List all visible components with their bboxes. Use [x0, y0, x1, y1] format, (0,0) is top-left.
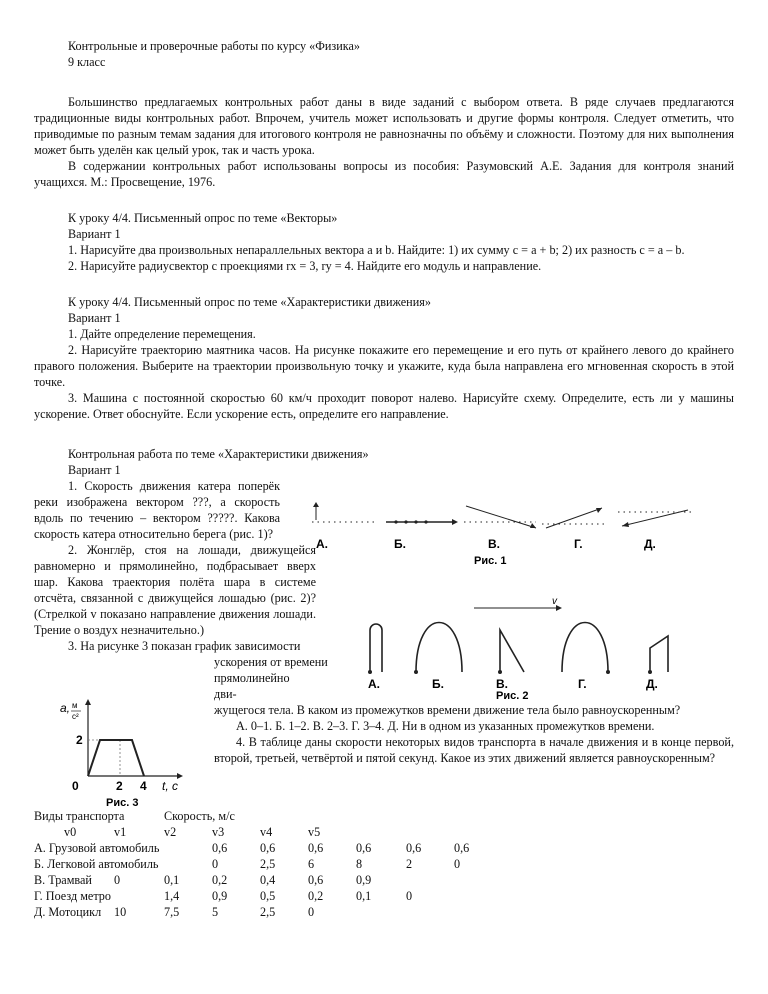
table-cell: 0	[114, 873, 121, 887]
section3-question-4: 4. В таблице даны скорости некоторых видов транспорта в начале движения и в конце первой, второй, третьей, четвёртой и пятой секунд. Какое из этих движений является равноускоренным?	[214, 735, 734, 765]
table-cell: 0,6	[212, 841, 228, 855]
fig1-option-e	[618, 510, 692, 527]
subheader-v2: v2	[164, 825, 177, 839]
table-cell: 5	[212, 905, 219, 919]
subheader-v0: v0	[64, 825, 77, 839]
table-cell: 0,1	[356, 889, 372, 903]
section1-variant: Вариант 1	[68, 227, 121, 241]
row-name: В. Трамвай	[34, 873, 92, 887]
table-cell: 0,1	[164, 873, 180, 887]
doc-grade: 9 класс	[68, 55, 106, 69]
fig2-option-d	[562, 623, 608, 673]
table-cell: 0,9	[212, 889, 228, 903]
section1-question-2: 2. Нарисуйте радиусвектор с проекциями rх = 3, rу = 4. Найдите его модуль и направление.	[68, 259, 542, 273]
intro-paragraph-1: Большинство предлагаемых контрольных работ даны в виде заданий с выбором ответа. В ряде случаев предлагаются традиционные виды контрольных работ. Впрочем, учитель может использовать и другие формы контроля. Следует отметить, что приводимые по разным темам задания для итогового контроля не равнозначны по объёму и сложности. Поэтому для них выполнения может быть уделён как целый урок, так и часть урока.	[34, 95, 734, 157]
fig3-xtick-2: 2	[116, 779, 123, 793]
table-header-type: Виды транспорта	[34, 809, 125, 823]
fig3-xlabel: t, с	[162, 779, 179, 793]
section1-question-1: 1. Нарисуйте два произвольных непараллельных вектора а и b. Найдите: 1) их сумму с = а + b; 2) их разность с = а – b.	[68, 243, 685, 257]
fig3-graph-line	[88, 740, 144, 776]
fig2-option-a	[370, 624, 382, 672]
table-cell: 2	[406, 857, 413, 871]
fig2-v-label: v	[552, 596, 557, 607]
intro-paragraph-2: В содержании контрольных работ использованы вопросы из пособия: Разумовский А.Е. Задания для контроля знаний учащихся. М.: Просвещение, 1976.	[34, 159, 734, 189]
fig3-xtick-4: 4	[140, 779, 147, 793]
section3-variant: Вариант 1	[68, 463, 121, 477]
fig1-label-b: Б.	[394, 537, 406, 551]
table-cell: 1,4	[164, 889, 180, 903]
row-name: Д. Мотоцикл	[34, 905, 102, 919]
subheader-v3: v3	[212, 825, 225, 839]
fig1-label-a: А.	[316, 537, 328, 551]
section2-question-3: 3. Машина с постоянной скоростью 60 км/ч проходит поворот налево. Нарисуйте схему. Определите, есть ли у машины ускорение. Ответ обоснуйте. Если ускорение есть, определите его направление.	[34, 391, 734, 421]
table-cell: 0,6	[406, 841, 422, 855]
fig3-caption: Рис. 3	[106, 797, 139, 808]
fig2-label-e: Д.	[646, 677, 658, 691]
table-cell: 0,6	[454, 841, 470, 855]
section3-title: Контрольная работа по теме «Характеристики движения»	[68, 447, 369, 461]
section2-title: К уроку 4/4. Письменный опрос по теме «Характеристики движения»	[68, 295, 431, 309]
fig1-label-e: Д.	[644, 537, 656, 551]
table-cell: 0,2	[308, 889, 324, 903]
fig3-ytick: 2	[76, 733, 83, 747]
fig1-option-a	[312, 502, 378, 522]
section2-question-2: 2. Нарисуйте траекторию маятника часов. На рисунке покажите его перемещение и его путь от крайнего левого до крайнего правого положения. Выберите на траектории произвольную точку и укажите, куда была направлена его мгновенная скорость в этой точке.	[34, 343, 734, 389]
section1-title: К уроку 4/4. Письменный опрос по теме «Векторы»	[68, 211, 338, 225]
table-cell: 10	[114, 905, 127, 919]
table-cell: 0,5	[260, 889, 276, 903]
table-cell: 0,6	[356, 841, 372, 855]
fig1-label-d: Г.	[574, 537, 583, 551]
fig3-yunit-bottom: с²	[72, 712, 79, 721]
fig1-option-b	[386, 519, 458, 525]
table-cell: 8	[356, 857, 363, 871]
table-cell: 0,6	[308, 841, 324, 855]
section3-question-2: 2. Жонглёр, стоя на лошади, движущейся равномерно и прямолинейно, подбрасывает вверх шар. Какова траектория полёта шара в системе отсчёта, связанной с движущейся лошадью (рис. 2)? (Стрелкой v показано направление движения лошади. Трение о воздух незначительно.)	[34, 543, 316, 637]
table-header-speed: Скорость, м/с	[164, 809, 235, 823]
table-cell: 0	[406, 889, 413, 903]
section3-question-3-line4: жущегося тела. В каком из промежутков времени движение тела было равноускоренным?	[214, 703, 681, 717]
table-cell: 7,5	[164, 905, 180, 919]
table-cell: 0	[212, 857, 219, 871]
section2-question-1: 1. Дайте определение перемещения.	[68, 327, 256, 341]
table-cell: 6	[308, 857, 315, 871]
fig1-option-d	[542, 508, 606, 528]
section3-question-3-line2: ускорения от времени	[214, 655, 328, 669]
section3-question-3-answers: А. 0–1. Б. 1–2. В. 2–3. Г. 3–4. Д. Ни в одном из указанных промежутков времени.	[236, 719, 655, 733]
section3-question-1: 1. Скорость движения катера поперёк реки изображена вектором ???, а скорость вдоль по течению – вектором ?????. Какова скорость катера относительно берега (рис. 1)?	[34, 479, 280, 541]
figure-1	[306, 498, 696, 574]
fig3-ylabel: a,	[60, 701, 71, 715]
fig3-yunit-top: м	[72, 701, 78, 710]
section3-question-3-line3: прямолинейно дви-	[214, 671, 290, 701]
subheader-v4: v4	[260, 825, 273, 839]
fig1-label-c: В.	[488, 537, 500, 551]
table-cell: 0,4	[260, 873, 276, 887]
doc-title: Контрольные и проверочные работы по курсу «Физика»	[68, 39, 360, 53]
row-name: Г. Поезд метро	[34, 889, 111, 903]
figure-2	[362, 596, 696, 700]
table-cell: 0,2	[212, 873, 228, 887]
fig2-label-d: Г.	[578, 677, 587, 691]
fig2-label-b: Б.	[432, 677, 444, 691]
fig2-caption: Рис. 2	[496, 690, 529, 700]
fig2-option-e	[650, 636, 668, 672]
table-cell: 0,6	[308, 873, 324, 887]
fig2-label-a: А.	[368, 677, 380, 691]
table-cell: 0,9	[356, 873, 372, 887]
section2-variant: Вариант 1	[68, 311, 121, 325]
fig3-xtick-0: 0	[72, 779, 79, 793]
fig1-caption: Рис. 1	[474, 555, 507, 567]
table-cell: 0	[308, 905, 315, 919]
fig1-option-c	[464, 506, 536, 528]
table-cell: 2,5	[260, 857, 276, 871]
table-cell: 2,5	[260, 905, 276, 919]
subheader-v5: v5	[308, 825, 321, 839]
figure-3	[58, 696, 208, 808]
subheader-v1: v1	[114, 825, 127, 839]
table-cell: 0	[454, 857, 461, 871]
section3-question-3-start: 3. На рисунке 3 показан график зависимости	[68, 639, 301, 653]
fig2-label-c: В.	[496, 677, 508, 691]
fig2-option-b	[416, 623, 462, 673]
fig2-option-c	[500, 630, 524, 672]
table-cell: 0,6	[260, 841, 276, 855]
row-name: А. Грузовой автомобиль	[34, 841, 160, 855]
row-name: Б. Легковой автомобиль	[34, 857, 159, 871]
